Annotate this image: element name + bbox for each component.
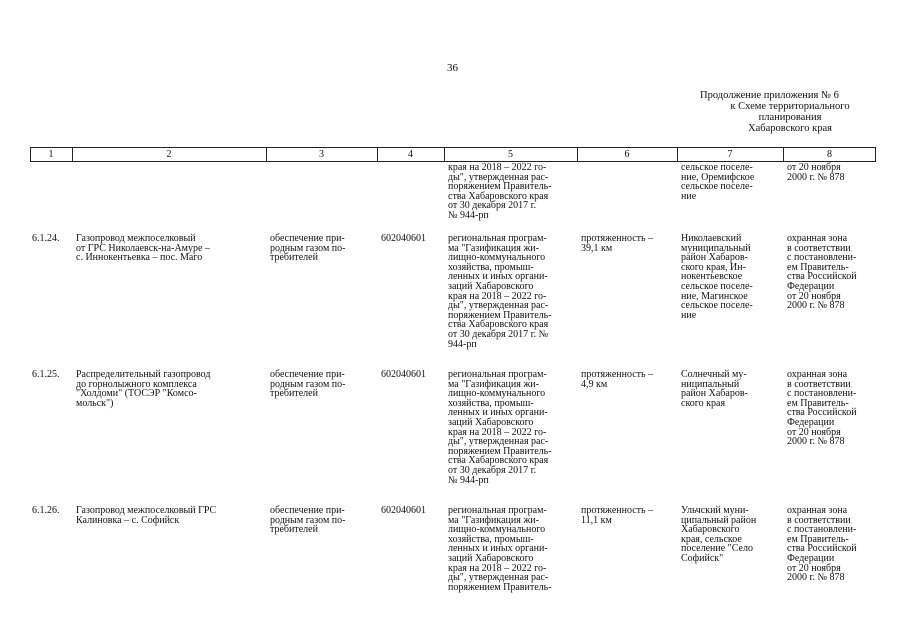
column-header-1: 1 [48,149,54,160]
object-characteristics: протяженность – 4,9 км [581,369,654,390]
column-header-7: 7 [727,149,733,160]
object-basis: региональная програм- ма "Газификация жи- лищно-коммунального хозяйства, промыш- ленных и иных органи- заций Хабаровского края на 2018 – 2022 го- ды", утвержденная рас- поряжением Правитель- ства Хабаровского края от 30 декабря 2017 г. № 944-рп [448,233,552,350]
appendix-line-1: Продолжение приложения № 6 [700,90,839,101]
page-number: 36 [447,62,458,74]
object-basis: региональная програм- ма "Газификация жи- лищно-коммунального хозяйства, промыш- ленных и иных органи- заций Хабаровского края на 2018 – 2022 го- ды", утвержденная рас- поряжением Правитель- ства Хабаровского края от 30 декабря 2017 г. № 944-рп [448,369,552,486]
object-characteristics: протяженность – 39,1 км [581,233,654,254]
object-purpose: обеспечение при- родным газом по- требителей [270,233,346,264]
object-zone: охранная зона в соответствии с постановлени- ем Правитель- ства Российской Федерации от 20 ноября 2000 г. № 878 [787,369,857,448]
object-basis: региональная програм- ма "Газификация жи- лищно-коммунального хозяйства, промыш- ленных и иных органи- заций Хабаровского края на 2018 – 2022 го- ды", утвержденная рас- поряжением Правитель- [448,505,552,593]
appendix-line-2: к Схеме территориального [730,101,850,112]
column-header-4: 4 [408,149,413,160]
object-code: 602040601 [381,233,426,244]
row-number: 6.1.25. [32,369,60,380]
table-header [30,147,876,162]
row-number: 6.1.24. [32,233,60,244]
appendix-line-4: Хабаровского края [748,123,832,134]
object-code: 602040601 [381,505,426,516]
object-basis: края на 2018 – 2022 го- ды", утвержденная рас- поряжением Правитель- ства Хабаровского края от 30 декабря 2017 г. № 944-рп [448,162,552,221]
column-header-5: 5 [508,149,513,160]
object-location: Николаевский муниципальный район Хабаров- ского края, Ин- нокентьевское сельское поселе- ние, Магинское сельское поселе- ние [681,233,753,321]
object-purpose: обеспечение при- родным газом по- требителей [270,505,346,536]
appendix-line-3: планирования [758,112,822,123]
object-characteristics: протяженность – 11,1 км [581,505,654,526]
object-name: Распределительный газопровод до горнолыжного комплекса "Холдоми" (ТОСЭР "Комсо- мольск") [76,369,211,409]
object-location: Солнечный му- ниципальный район Хабаров- ского края [681,369,748,409]
object-purpose: обеспечение при- родным газом по- требителей [270,369,346,400]
column-header-8: 8 [827,149,832,160]
object-zone: от 20 ноября 2000 г. № 878 [787,162,845,183]
object-zone: охранная зона в соответствии с постановлени- ем Правитель- ства Российской Федерации от 20 ноября 2000 г. № 878 [787,233,857,312]
column-header-2: 2 [166,149,172,160]
column-header-3: 3 [319,149,324,160]
appendix-caption [690,90,890,134]
object-location: Ульчский муни- ципальный район Хабаровского края, сельское поселение "Село Софийск" [681,505,757,564]
object-code: 602040601 [381,369,426,380]
object-zone: охранная зона в соответствии с постановлени- ем Правитель- ства Российской Федерации от 20 ноября 2000 г. № 878 [787,505,857,584]
row-number: 6.1.26. [32,505,60,516]
object-location: сельское поселе- ние, Оремифское сельское поселе- ние [681,162,755,202]
object-name: Газопровод межпоселковый ГРС Калиновка – с. Софийск [76,505,217,526]
column-header-6: 6 [624,149,630,160]
object-name: Газопровод межпоселковый от ГРС Николаевск-на-Амуре – с. Иннокентьевка – пос. Маго [76,233,210,264]
